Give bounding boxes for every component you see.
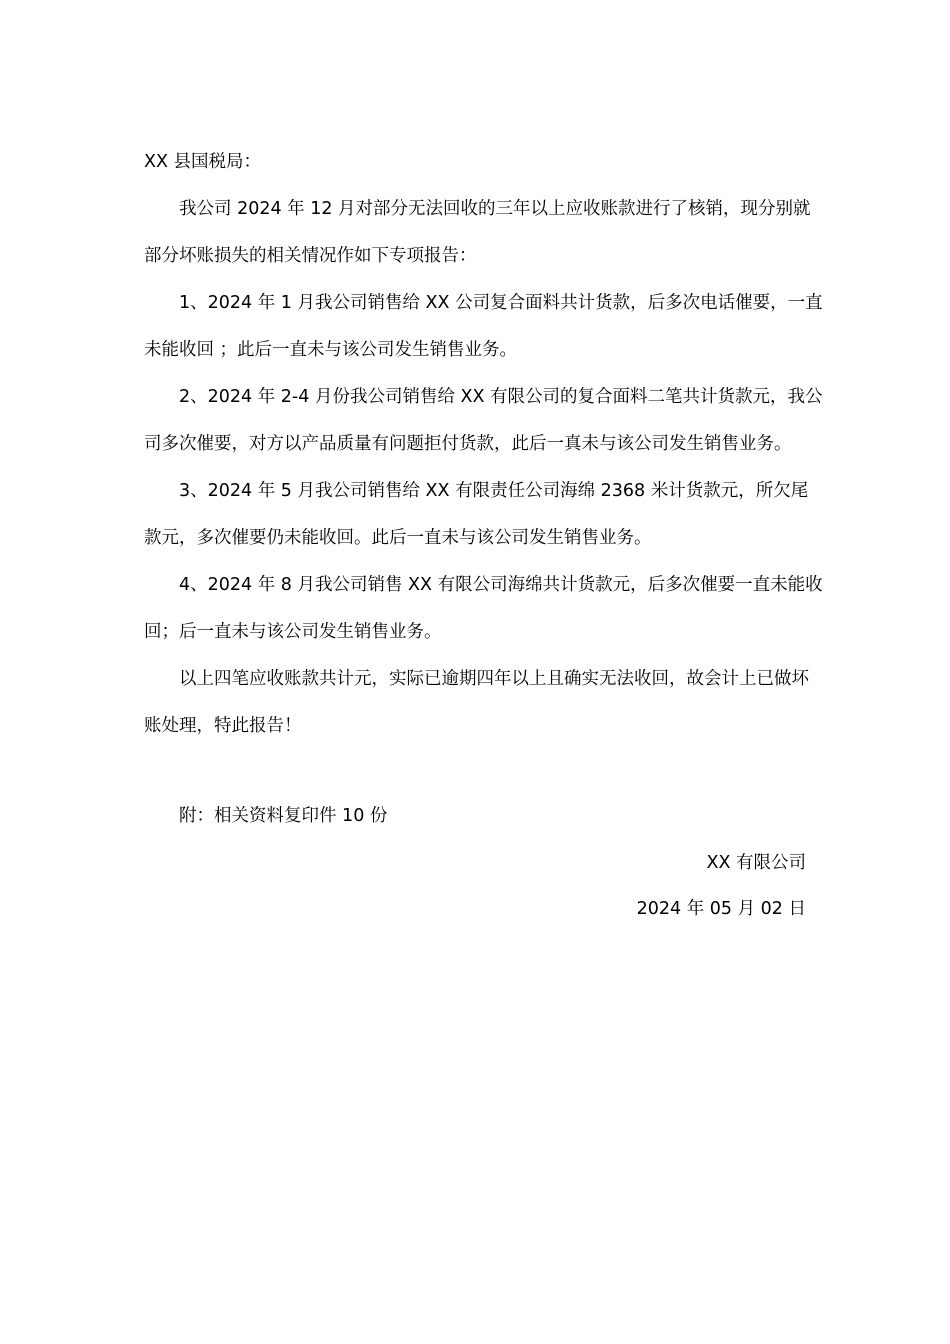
item-paragraph-4: 4、2024 年 8 月我公司销售 XX 有限公司海绵共计货款元，后多次催要一直未能收回；后一直未与该公司发生销售业务。 bbox=[144, 575, 823, 642]
intro-paragraph: 我公司 2024 年 12 月对部分无法回收的三年以上应收账款进行了核销，现分别就部分坏账损失的相关情况作如下专项报告： bbox=[144, 199, 811, 266]
item-paragraph-3: 3、2024 年 5 月我公司销售给 XX 有限责任公司海绵 2368 米计货款元，所欠尾款元，多次催要仍未能收回。此后一直未与该公司发生销售业务。 bbox=[144, 481, 809, 548]
signature-date: 2024 年 05 月 02 日 bbox=[636, 899, 806, 919]
item-paragraph-2: 2、2024 年 2-4 月份我公司销售给 XX 有限公司的复合面料二笔共计货款元，我公司多次催要，对方以产品质量有问题拒付货款，此后一真未与该公司发生销售业务。 bbox=[144, 387, 823, 454]
item-paragraph-1: 1、2024 年 1 月我公司销售给 XX 公司复合面料共计货款，后多次电话催要，一直未能收回 ；此后一直未与该公司发生销售业务。 bbox=[144, 293, 823, 360]
signature-company: XX 有限公司 bbox=[706, 853, 806, 873]
report-body bbox=[144, 186, 824, 750]
summary-paragraph: 以上四笔应收账款共计元，实际已逾期四年以上且确实无法收回，故会计上已做坏账处理，特此报告！ bbox=[144, 669, 809, 736]
salutation: XX 县国税局： bbox=[144, 152, 262, 172]
attachment-note: 附：相关资料复印件 10 份 bbox=[179, 806, 388, 826]
